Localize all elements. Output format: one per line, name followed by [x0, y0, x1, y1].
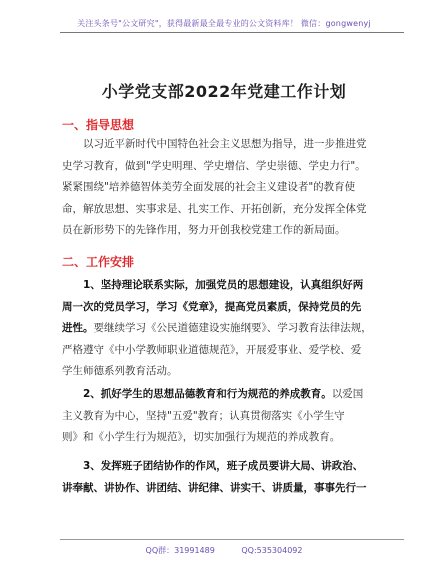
- item1-line: 1、坚持理论联系实际，加强党员的思想建设，认真组织好两: [83, 279, 364, 291]
- section1-line: 紧紧围绕"培养德智体美劳全面发展的社会主义建设者"的教育使: [62, 181, 356, 193]
- item1-normal-fragment: 要继续学习《公民道德建设实施纲要》、学习教育法律法规，: [93, 322, 372, 334]
- document-title: 小学党支部2022年党建工作计划: [101, 82, 347, 101]
- item2-bold-fragment: 2、抓好学生的思想品德教育和行为规范的养成教育。: [83, 388, 332, 400]
- section1-line: 史学习教育，做到"学史明理、学史增信、学史崇德、学史力行"。: [62, 159, 366, 172]
- item1-line: 周一次的党员学习，学习《党章》，提高党员素质，保持党员的先: [62, 300, 362, 313]
- item1-line: [62, 318, 402, 340]
- item2-line: 则》和《小学生行为规范》，切实加强行为规范的养成教育。: [62, 431, 341, 443]
- section1-line: 命，解放思想、实事求是、扎实工作、开拓创新，充分发挥全体党: [62, 202, 367, 215]
- section1-line: 以习近平新时代中国特色社会主义思想为指导，进一步推进党: [83, 138, 367, 150]
- footer-divider: [60, 539, 404, 540]
- footer-qq-group: QQ群：31991489: [145, 546, 215, 555]
- footer-qq: QQ:535304092: [241, 546, 303, 555]
- item2-normal-fragment: 以爱国: [331, 388, 364, 400]
- item3-paragraph: [62, 456, 402, 499]
- item3-line: 3、发挥班子团结协作的作风，班子成员要讲大局、讲政治、: [83, 460, 364, 472]
- item1-bold-fragment: 进性。: [62, 322, 94, 334]
- section-heading-guiding-ideology: 一、指导思想: [62, 118, 135, 132]
- item2-line: [62, 384, 402, 406]
- section1-line: 员在新形势下的先锋作用，努力开创我校党建工作的新局面。: [62, 224, 346, 236]
- item1-line: 严格遵守《中小学教师职业道德规范》，开展爱事业、爱学校、爱: [62, 343, 362, 356]
- section-heading-work-arrangement: 二、工作安排: [62, 255, 135, 269]
- item2-paragraph: [62, 384, 402, 449]
- section1-paragraph: [62, 134, 402, 242]
- item2-line: 主义教育为中心，坚持"五爱"教育；认真贯彻落实《小学生守: [62, 409, 345, 422]
- header-divider: [60, 32, 404, 33]
- header-note: 关注头条号"公文研究"，获得最新最全最专业的公文资料库！ 微信：gongwenyj: [77, 19, 371, 28]
- item3-line: 讲奉献、讲协作、讲团结、讲纪律、讲实干、讲质量，事事先行一: [62, 481, 367, 494]
- item1-paragraph: [62, 275, 402, 383]
- item1-line: 学生师德系列教育活动。: [62, 365, 178, 377]
- footer: [0, 545, 448, 556]
